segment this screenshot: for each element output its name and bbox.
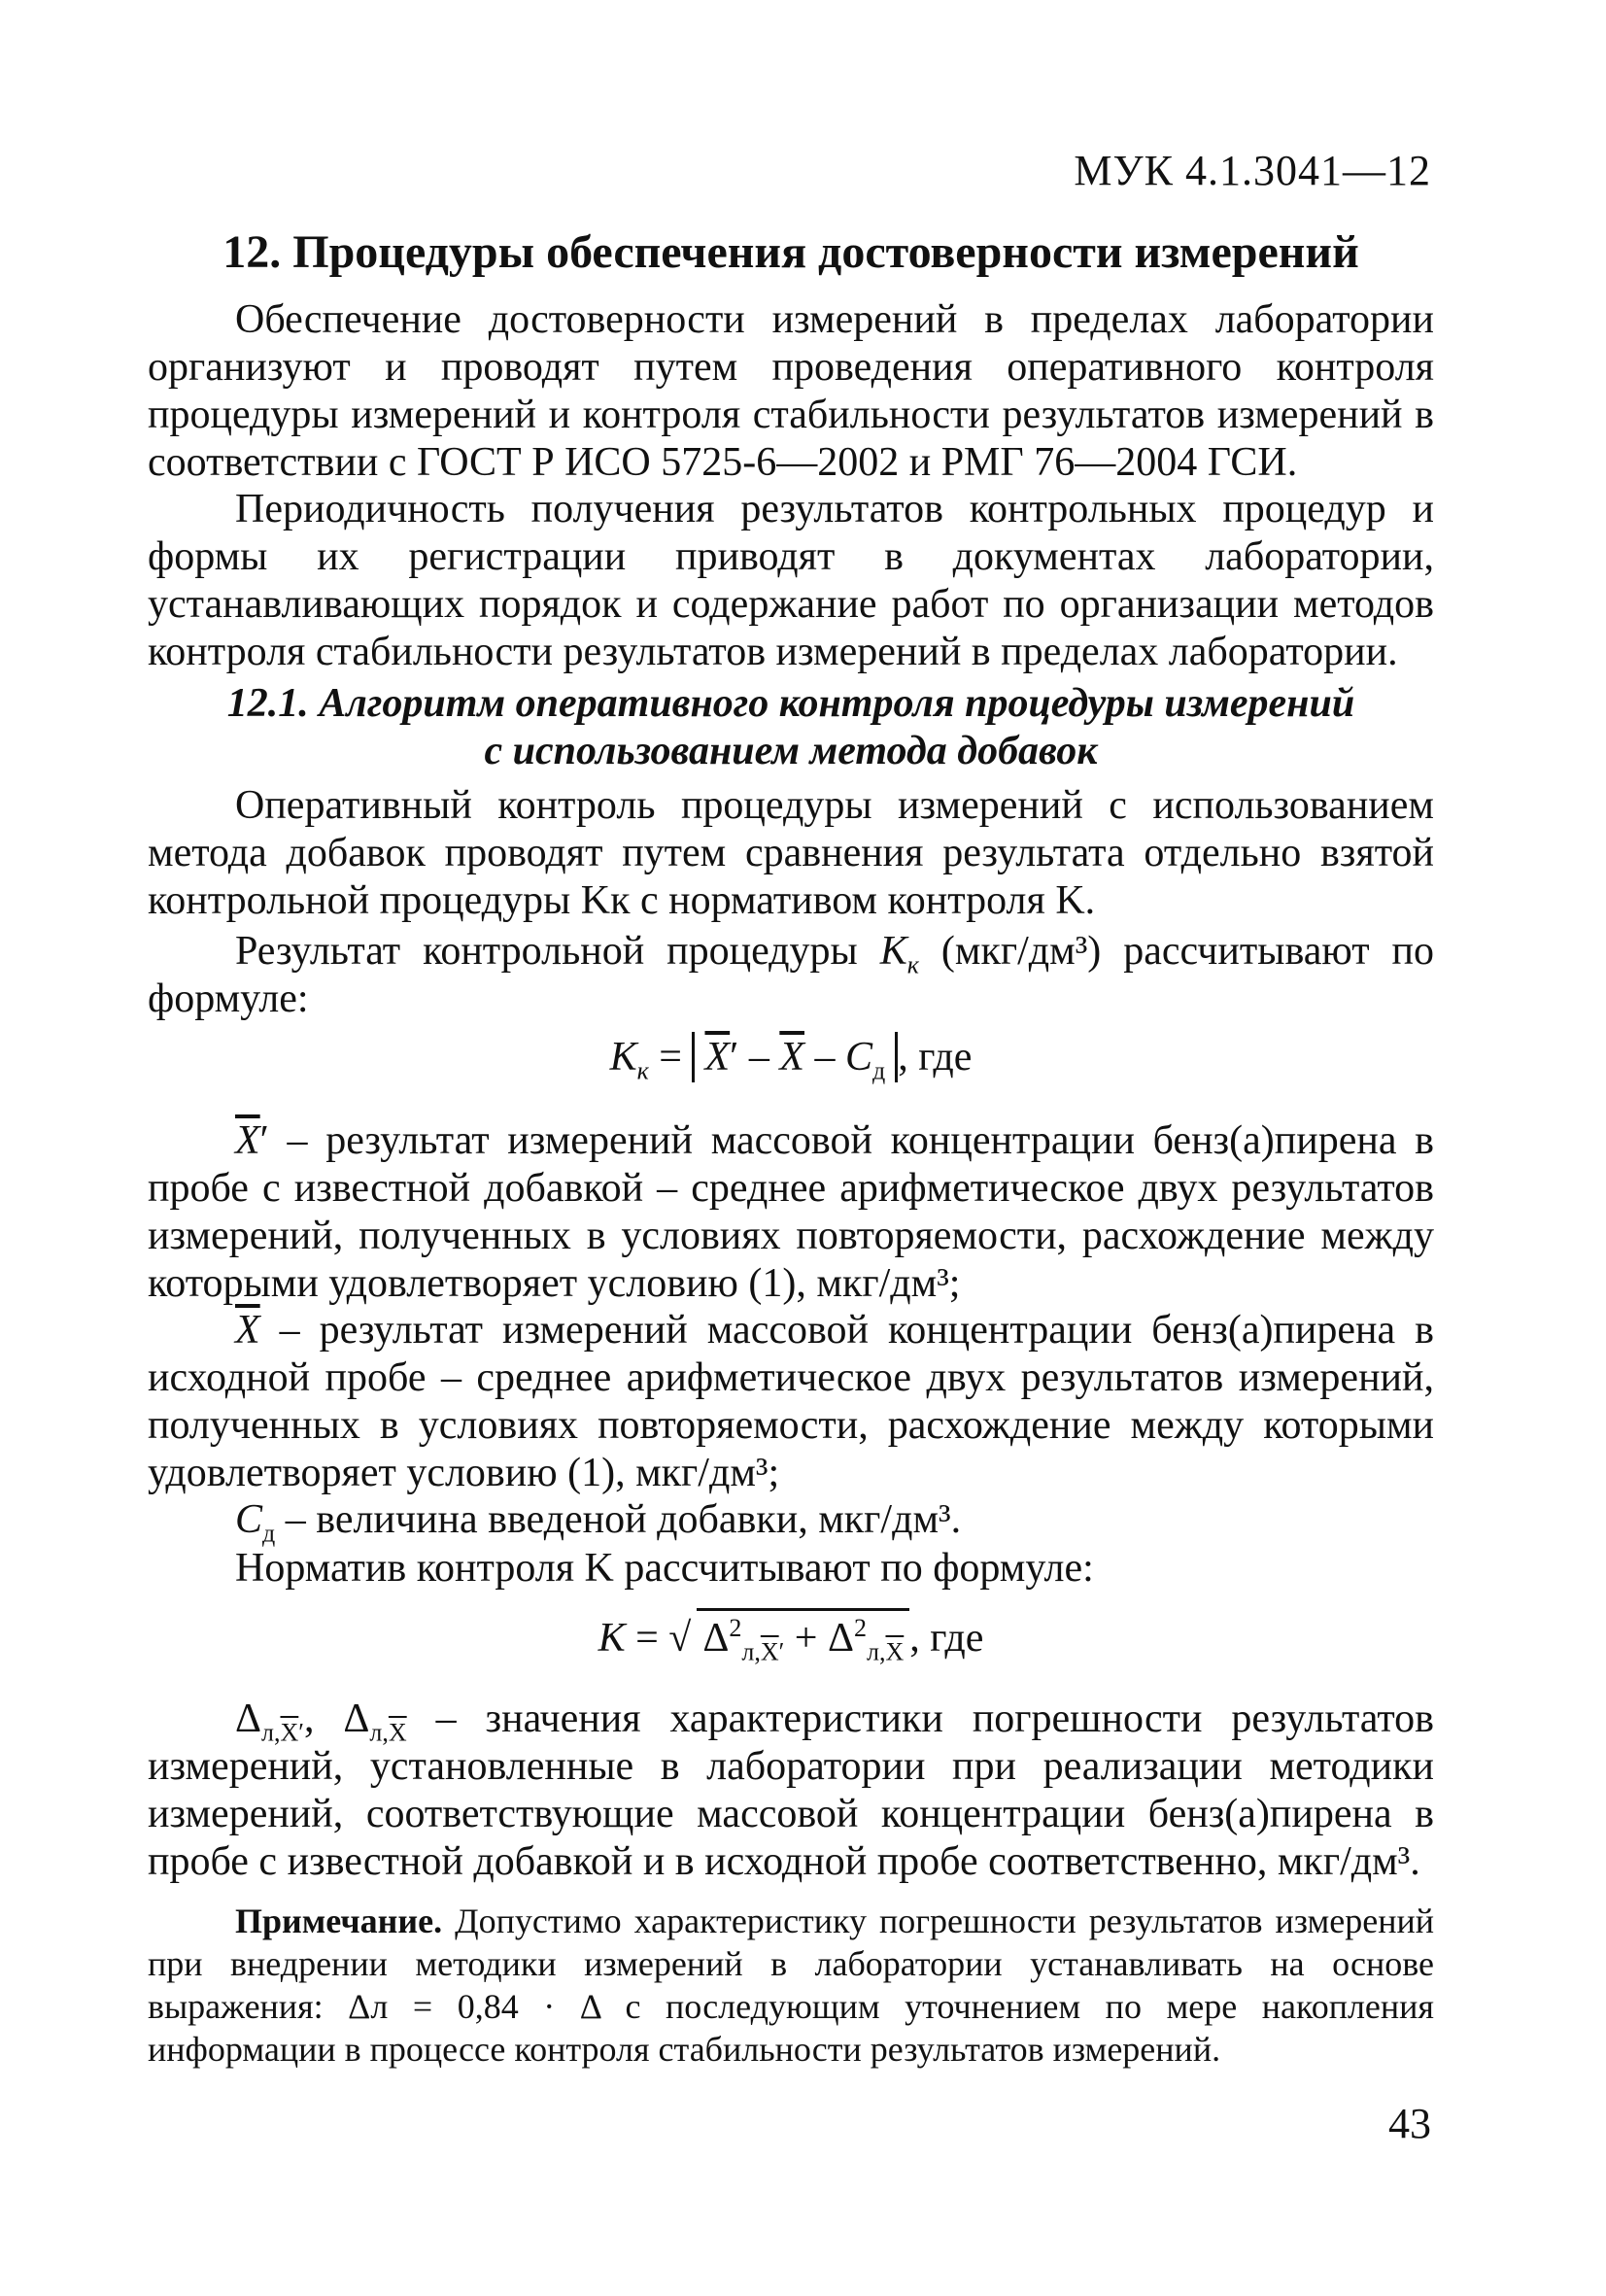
paragraph-4-block xyxy=(148,928,1434,1023)
subsection-title-line-1: 12.1. Алгоритм оперативного контроля процедуры измерений xyxy=(226,681,1355,726)
paragraph-4: Результат контрольной процедуры $K_к$ (мкг/дм³) рассчитывают по формуле: xyxy=(148,929,1434,1021)
subsection-heading xyxy=(148,680,1434,775)
paragraph-3: Оперативный контроль процедуры измерений с использованием метода добавок проводят путем сравнения результата отдельно взятой контрольной процедуры Kк с нормативом контроля K. xyxy=(148,783,1434,923)
text-column xyxy=(148,0,1434,2296)
formula-kk: $K_к = \overline{X}' - \overline{X} - C_д$ , где xyxy=(148,1030,1434,1084)
definition-x-text: – результат измерений массовой концентрации бенз(а)пирена в исходной пробе – среднее арифметическое двух результатов измерений, полученных в условиях повторяемости, расхождение между которыми удовлетворяет условию (1), мкг/дм³; xyxy=(148,1308,1434,1495)
definition-c-text: – величина введеной добавки, мкг/дм³. xyxy=(285,1497,962,1542)
section-title: 12. Процедуры обеспечения достоверности измерений xyxy=(222,226,1359,278)
formula-k: K = √ $\Delta^2_{л,\overline{X}'} + \Delta^2_{л,\overline{X}}$ , где xyxy=(148,1608,1434,1665)
paragraph-5-block xyxy=(148,1545,1434,1593)
paragraph-3-block xyxy=(148,782,1434,925)
note-block xyxy=(148,1900,1434,2071)
definition-c: $C_д$ – величина введеной добавки, мкг/дм³. xyxy=(235,1497,962,1548)
definition-delta-text: – значения характеристики погрешности результатов измерений, установленные в лаборатории при реализации методики измерений, соответствующие массовой концентрации бенз(а)пирена в пробе с известной добавкой и в исходной пробе соответственно, мкг/дм³. xyxy=(148,1696,1434,1884)
paragraph-1-block xyxy=(148,296,1434,487)
paragraph-2-block xyxy=(148,486,1434,676)
paragraph-1: Обеспечение достоверности измерений в пределах лаборатории организуют и проводят путем проведения оперативного контроля процедуры измерений и контроля стабильности результатов измерений в соответствии с ГОСТ Р ИСО 5725-6—2002 и РМГ 76—2004 ГСИ. xyxy=(148,297,1434,485)
paragraph-4-start: Результат контрольной процедуры xyxy=(235,929,858,974)
note-label: Примечание. xyxy=(235,1902,443,1940)
definition-xprime: $\overline{X}'$ – результат измерений массовой концентрации бенз(а)пирена в пробе с известной добавкой – среднее арифметическое двух результатов измерений, полученных в условиях повторяемости, расхождение между которыми удовлетворяет условию (1), мкг/дм³; xyxy=(148,1118,1434,1306)
paragraph-2: Периодичность получения результатов контрольных процедур и формы их регистрации приводят в документах лаборатории, устанавливающих порядок и содержание работ по организации методов контроля стабильности результатов измерений в пределах лаборатории. xyxy=(148,487,1434,674)
paragraph-4-end: (мкг/дм³) рассчитывают по формуле: xyxy=(148,929,1434,1021)
subsection-title-line-2: с использованием метода добавок xyxy=(484,729,1098,773)
page-number: 43 xyxy=(1388,2100,1431,2147)
definition-delta: $\Delta_{л,\overline{X}'}$, $\Delta_{л,\overline{X}}$ – значения характеристики погрешности результатов измерений, установленные в лаборатории при реализации методики измерений, соответствующие массовой концентрации бенз(а)пирена в пробе с известной добавкой и в исходной пробе соответственно, мкг/дм³. xyxy=(148,1696,1434,1884)
note-text: Допустимо характеристику погрешности результатов измерений при внедрении методики измерений в лаборатории устанавливать на основе выражения: Δл = 0,84 · Δ с последующим уточнением по мере накопления информации в процессе контроля стабильности результатов измерений. xyxy=(148,1902,1434,2069)
definition-x: $\overline{X}$ – результат измерений массовой концентрации бенз(а)пирена в исходной пробе – среднее арифметическое двух результатов измерений, полученных в условиях повторяемости, расхождение между которыми удовлетворяет условию (1), мкг/дм³; xyxy=(148,1308,1434,1495)
definition-xprime-text: – результат измерений массовой концентрации бенз(а)пирена в пробе с известной добавкой – среднее арифметическое двух результатов измерений, полученных в условиях повторяемости, расхождение между которыми удовлетворяет условию (1), мкг/дм³; xyxy=(148,1118,1434,1306)
paragraph-5: Норматив контроля K рассчитывают по формуле: xyxy=(235,1546,1094,1591)
formula-1-where: , где xyxy=(898,1035,973,1079)
formula-2-where: , где xyxy=(909,1616,984,1661)
document-code-header: МУК 4.1.3041—12 xyxy=(1074,147,1431,194)
